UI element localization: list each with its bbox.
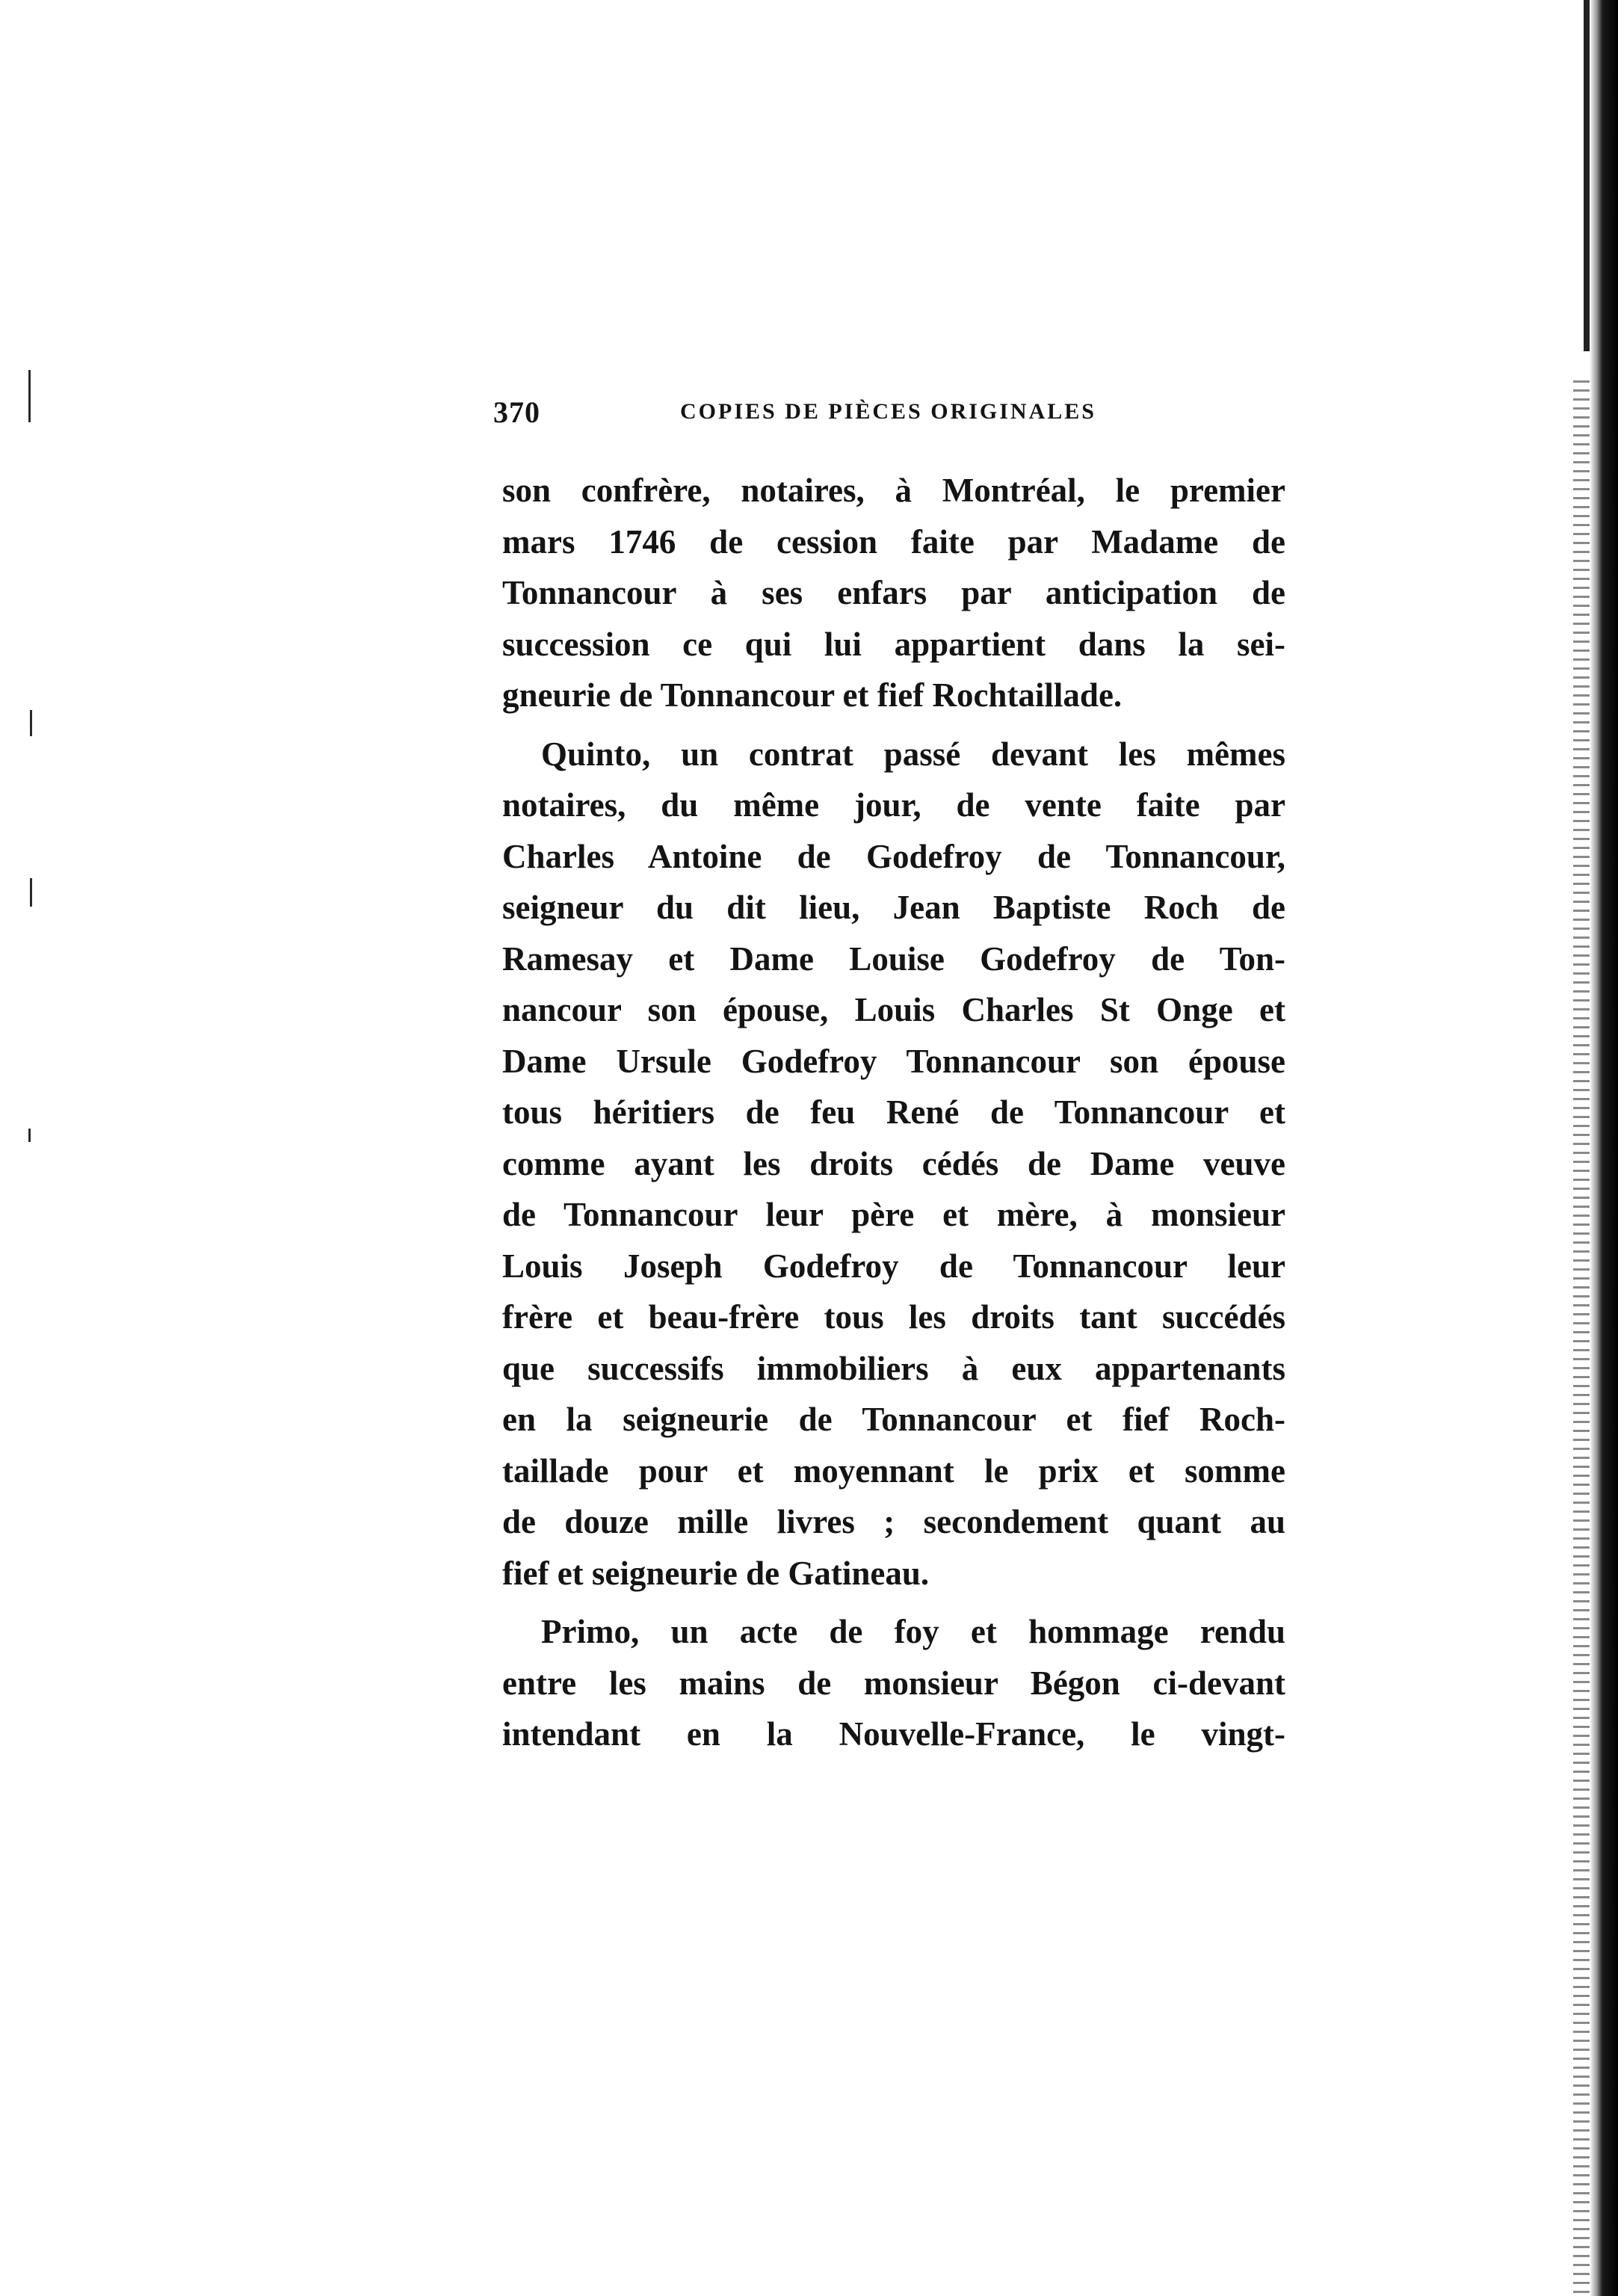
scan-mark [30, 878, 32, 907]
body-text [502, 465, 1285, 1760]
text-line: Charles Antoine de Godefroy de Tonnancour, [502, 837, 1285, 875]
scan-edge-artifact [1584, 0, 1590, 351]
text-line: que successifs immobiliers à eux appartenants [502, 1349, 1285, 1387]
paragraph [502, 465, 1285, 721]
text-line: taillade pour et moyennant le prix et somme [502, 1451, 1285, 1490]
text-line: Tonnancour à ses enfars par anticipation de [502, 574, 1285, 611]
text-line: entre les mains de monsieur Bégon ci-devant [502, 1664, 1285, 1702]
scan-edge-artifact [1573, 374, 1590, 2295]
text-line: en la seigneurie de Tonnancour et fief Roch- [502, 1401, 1285, 1438]
text-line: succession ce qui lui appartient dans la sei- [502, 625, 1285, 663]
text-line: notaires, du même jour, de vente faite par [502, 786, 1285, 824]
text-line: comme ayant les droits cédés de Dame veuve [502, 1144, 1285, 1182]
scan-edge-bar [1590, 0, 1618, 2296]
text-line: Primo, un acte de foy et hommage rendu [541, 1613, 1285, 1650]
text-line: de douze mille livres ; secondement quant au [502, 1503, 1285, 1540]
text-line: Louis Joseph Godefroy de Tonnancour leur [502, 1247, 1285, 1285]
paragraph [502, 1606, 1285, 1760]
page-header [493, 395, 1285, 439]
text-line: intendant en la Nouvelle-France, le vingt- [502, 1715, 1285, 1753]
text-line: Quinto, un contrat passé devant les mêmes [541, 735, 1285, 773]
text-line: gneurie de Tonnancour et fief Rochtaillade. [502, 676, 1123, 714]
scan-mark [28, 370, 31, 422]
text-line: son confrère, notaires, à Montréal, le premier [502, 472, 1285, 509]
text-line: mars 1746 de cession faite par Madame de [502, 522, 1285, 561]
scan-mark [30, 710, 32, 736]
scan-mark [28, 1129, 31, 1142]
page-number: 370 [493, 395, 540, 429]
text-line: nancour son épouse, Louis Charles St Onge et [502, 991, 1285, 1028]
running-title: COPIES DE PIÈCES ORIGINALES [680, 399, 1096, 424]
text-line: Ramesay et Dame Louise Godefroy de Ton- [502, 939, 1285, 978]
text-line: frère et beau-frère tous les droits tant succédés [502, 1298, 1285, 1336]
text-line: tous héritiers de feu René de Tonnancour et [502, 1093, 1285, 1131]
paragraph [502, 729, 1285, 1599]
text-line: de Tonnancour leur père et mère, à monsieur [502, 1196, 1285, 1233]
text-line: fief et seigneurie de Gatineau. [502, 1554, 930, 1592]
text-line: seigneur du dit lieu, Jean Baptiste Roch de [502, 889, 1285, 926]
text-line: Dame Ursule Godefroy Tonnancour son épouse [502, 1042, 1285, 1080]
